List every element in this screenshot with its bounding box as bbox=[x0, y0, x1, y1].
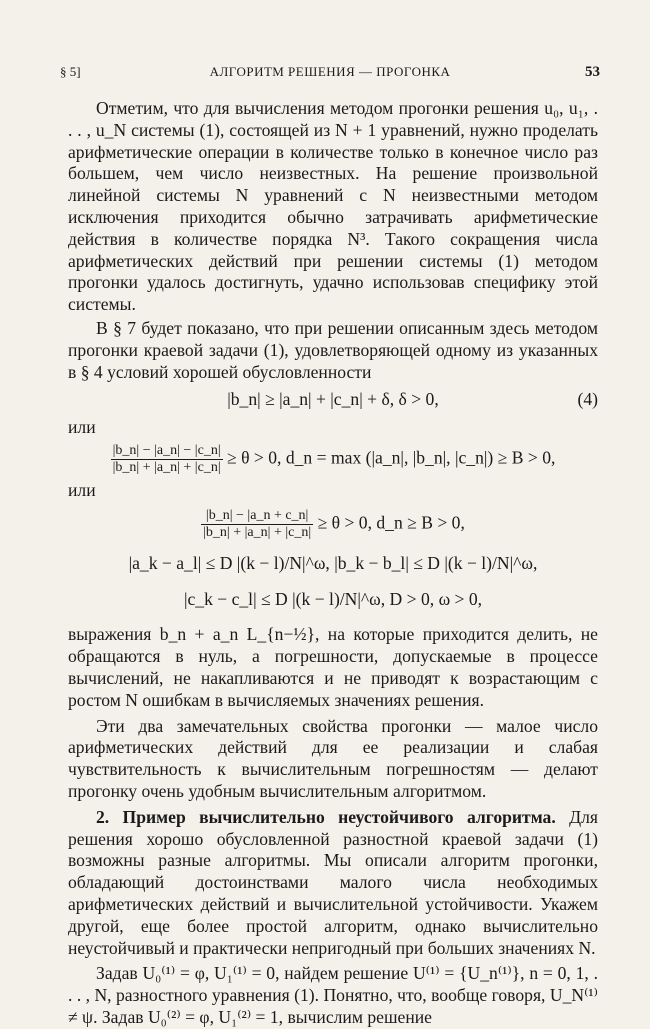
formula-c-rest: ≥ θ > 0, d_n ≥ B > 0, bbox=[317, 512, 465, 533]
paragraph-1: Отметим, что для вычисления методом прогонки решения u₀, u₁, . . . , u_N системы (1), состоящей из N + 1 уравнений, нужно проделать арифметические операции в количестве только в конечное число раз большем, чем число неизвестных. На решение произвольной линейной системы N уравнений с N неизвестными методом исключения приходится обычно затрачивать арифметические действия в количестве порядка N³. Такого сокращения числа арифметических действий при решении системы (1) методом прогонки удалось достигнуть, удачно использовав специфику этой системы. bbox=[68, 98, 598, 315]
formula-c bbox=[68, 508, 598, 541]
paragraph-5-heading: 2. Пример вычислительно неустойчивого алгоритма. bbox=[96, 806, 556, 827]
paragraph-5-text: Для решения хорошо обусловленной разностной краевой задачи (1) возможны разные алгоритмы. Мы описали алгоритм прогонки, обладающий достоинствами малого числа необходимых арифметических действий и вычислительной устойчивости. Укажем другой, еще более простой алгоритм, однако вычислительно неустойчивый и практически непригодный при больших значениях N. bbox=[68, 806, 598, 958]
running-title: АЛГОРИТМ РЕШЕНИЯ — ПРОГОНКА bbox=[209, 64, 451, 79]
formula-b-rest: ≥ θ > 0, d_n = max (|a_n|, |b_n|, |c_n|) ≥ B > 0, bbox=[227, 447, 556, 468]
formula-b bbox=[68, 443, 598, 476]
formula-b-fraction bbox=[111, 443, 223, 476]
formula-c-fraction bbox=[201, 508, 313, 541]
formula-b-numerator: |b_n| − |a_n| − |c_n| bbox=[112, 442, 221, 458]
formula-4-number: (4) bbox=[577, 389, 598, 410]
formula-4 bbox=[68, 389, 598, 411]
paragraph-5 bbox=[68, 807, 598, 960]
section-marker: § 5] bbox=[60, 64, 81, 79]
page-body bbox=[68, 98, 598, 1029]
paragraph-4: Эти два замечательных свойства прогонки — малое число арифметических действий для ее реализации и слабая чувствительность к вычислительным погрешностям — делают прогонку очень удобным вычислительным алгоритмом. bbox=[68, 715, 598, 801]
formula-e: |c_k − c_l| ≤ D |(k − l)/N|^ω, D > 0, ω > 0, bbox=[183, 588, 483, 609]
formula-d: |a_k − a_l| ≤ D |(k − l)/N|^ω, |b_k − b_l| ≤ D |(k − l)/N|^ω, bbox=[128, 552, 538, 573]
running-header bbox=[60, 64, 600, 84]
paragraph-2: В § 7 будет показано, что при решении описанным здесь методом прогонки краевой задачи (1), удовлетворяющей одному из указанных в § 4 условий хорошей обусловленности bbox=[68, 317, 598, 382]
formula-c-denominator: |b_n| + |a_n| + |c_n| bbox=[203, 524, 312, 540]
formula-4-text: |b_n| ≥ |a_n| + |c_n| + δ, δ > 0, bbox=[227, 389, 439, 410]
formula-b-denominator: |b_n| + |a_n| + |c_n| bbox=[112, 459, 221, 475]
paragraph-6: Задав U₀⁽¹⁾ = φ, U₁⁽¹⁾ = 0, найдем решение U⁽¹⁾ = {U_n⁽¹⁾}, n = 0, 1, . . . , N, разностного уравнения (1). Понятно, что, вообще говоря, U_N⁽¹⁾ ≠ ψ. Задав U₀⁽²⁾ = φ, U₁⁽²⁾ = 1, вычислим решение bbox=[68, 963, 598, 1027]
page-number: 53 bbox=[585, 64, 600, 80]
formula-c-numerator: |b_n| − |a_n + c_n| bbox=[201, 508, 313, 525]
or-2: или bbox=[68, 479, 96, 500]
paragraph-3: выражения b_n + a_n L_{n−½}, на которые приходится делить, не обращаются в нуль, а погрешности, допускаемые в процессе вычислений, не накапливаются и не приводят к возрастающим с ростом N ошибкам в вычисляемых значениях решения. bbox=[68, 624, 598, 710]
or-1: или bbox=[68, 417, 96, 438]
